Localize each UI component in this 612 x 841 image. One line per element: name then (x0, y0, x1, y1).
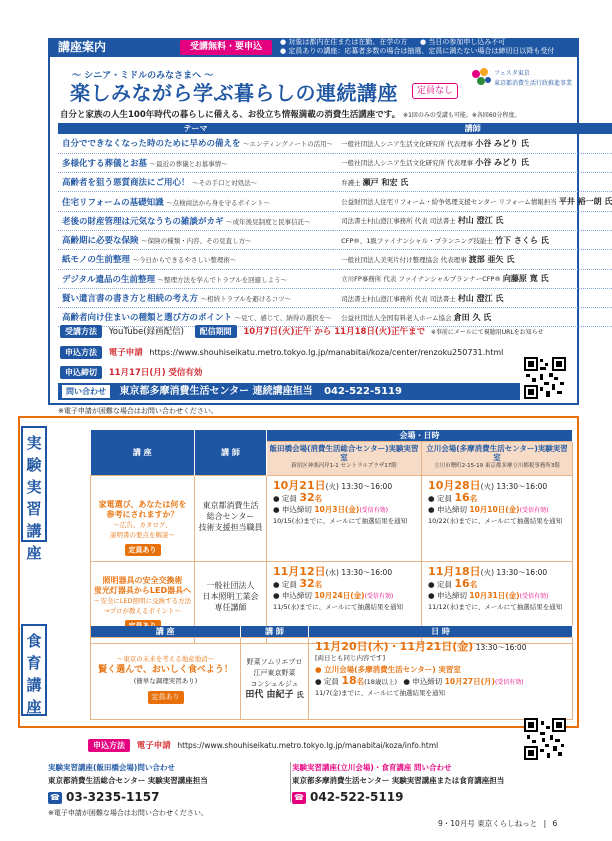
contact-name: 東京都多摩消費生活センター 連続講座担当 (119, 386, 313, 397)
exp-lect-2-line2: 日本照明工業会 (202, 592, 259, 601)
food-schedule (309, 638, 573, 720)
lecture-row (58, 134, 612, 153)
notify-note: 10/15(水)までに、メールにて抽選結果を通知 (273, 517, 408, 525)
intro-text (60, 108, 521, 120)
exp-lect-2-line3: 専任講師 (214, 603, 247, 612)
capacity-unit: 名 (469, 580, 478, 589)
header-note-2: ● 当日の参加申し込み不可 (420, 38, 506, 46)
lecture-title: 高齢者向け住まいの種類と選び方のポイント (62, 313, 233, 324)
vertical-label-experiment: 実 験 実 習 講 座 (21, 426, 47, 542)
exp-topic-2-sub1: ～安全にLED照明に交換する方法 (93, 597, 192, 605)
lecturer-name: 小谷 みどり 氏 (475, 138, 529, 148)
lecture-lecturer (333, 250, 612, 269)
food-lect-name: 田代 由紀子 (245, 689, 294, 700)
lecture-row (58, 250, 612, 269)
food-lecturer (241, 638, 309, 720)
exp-lect-1-line3: 技術支援担当職員 (198, 523, 263, 532)
apply-label-2: 申込方法 (88, 739, 130, 752)
vertical-label-food: 食 育 講 座 (21, 624, 47, 716)
lecturer-affiliation: 公益財団法人住宅リフォーム・紛争処理支援センター リフォーム情報担当 (341, 198, 557, 207)
deadline: 10月3日(金) (314, 505, 360, 514)
lecture-lecturer (333, 288, 612, 307)
lecture-topic (58, 134, 333, 153)
food-lect-line3: コンシェルジュ (250, 679, 299, 688)
notify-note: 10/22(水)までに、メールにて抽選結果を通知 (428, 517, 563, 525)
deadline-label: ● 申込締切 (273, 505, 312, 514)
lecture-lecturer (333, 134, 612, 153)
contact-left (48, 762, 308, 804)
contact-left-tel: 03-3235-1157 (66, 790, 160, 804)
lecture-title: 高齢者を狙う悪質商法にご用心！ (62, 178, 190, 189)
notify-note: 11/12(水)までに、メールにて抽選結果を通知 (428, 603, 563, 611)
lecture-subtitle: ～整理方法を学んでトラブルを回避しよう～ (157, 275, 288, 284)
capacity-label: ● 定員 (428, 580, 452, 589)
exp-lect-2-line1: 一般社団法人 (206, 581, 255, 590)
lecturer-name: 瀬戸 和宏 氏 (362, 177, 409, 187)
experiment-table (90, 430, 573, 644)
method-label: 受講方法 (60, 325, 102, 338)
lecturer-name: 倉田 久 氏 (453, 312, 492, 322)
date: 11月18日 (428, 565, 481, 578)
catch-copy: ～ シニア・ミドルのみなさまへ ～ (72, 71, 214, 81)
free-badge: 受講無料・要申込 (180, 40, 272, 55)
date: 10月21日 (273, 479, 326, 492)
exp-col-topic: 講 座 (91, 430, 195, 476)
time: (水) 13:30～16:00 (325, 568, 393, 577)
food-title: 賢く選んで、おいしく食べよう！ (98, 664, 233, 675)
contact-right-heading: 実験実習講座(立川会場)・食育講座 問い合わせ (292, 763, 452, 772)
lecture-row (58, 192, 612, 211)
col-lecturer-header: 講師 (333, 123, 612, 134)
lecture-subtitle: ～保険の種類・内容、その見直し方～ (141, 237, 252, 246)
intro-note: ※1回のみの受講も可能。※各回60分程度。 (403, 112, 521, 119)
deadline-note: 受信有効 (168, 368, 203, 378)
lecture-table (58, 123, 612, 327)
capacity-badge: 定員あり (125, 544, 161, 556)
lecture-title: デジタル遺品の生前整理 (62, 274, 155, 285)
apply-row-2 (88, 739, 438, 752)
lecture-row (58, 211, 612, 230)
exp-topic-2-line1: 照明器具の安全交換術 (102, 576, 183, 585)
lecture-title: 賢い遺言書の書き方と相続の考え方 (62, 294, 199, 305)
food-lect-line1: 野菜ソムリエプロ (246, 657, 303, 666)
lecturer-affiliation: 立川FP事務所 代表 ファイナンシャルプランナーCFP® (341, 275, 501, 284)
capacity-badge: 定員あり (148, 691, 184, 704)
lecture-title: 多様化する葬儀とお墓 (62, 158, 148, 169)
lecture-row (58, 230, 612, 249)
time: (火) 13:30～16:00 (480, 482, 548, 491)
page-number: 6 (552, 819, 558, 828)
lecture-topic (58, 173, 333, 192)
lecturer-name: 竹下 さくら 氏 (495, 235, 549, 245)
capacity-label: ● 定員 (273, 580, 297, 589)
lecturer-name: 村山 澄江 氏 (457, 216, 504, 226)
lecture-lecturer (333, 230, 612, 249)
capacity-value: 32 (299, 577, 315, 590)
venue2-addr: 立川市曙町2-15-19 東京都多摩立川都税事務所3階 (434, 463, 560, 469)
header-note-1: ● 対象は都内在住または在勤、在学の方 (280, 38, 408, 46)
lecture-row (58, 173, 612, 192)
header-note-3: ● 定員ありの講座：応募者多数の場合は抽選、定員に満たない場合は締切日以降も受付 (280, 47, 555, 55)
lecturer-affiliation: 司法書士村山澄江事務所 代表 司法書士 (341, 294, 456, 303)
deadline: 10月31日(金) (469, 591, 520, 600)
lecture-lecturer (333, 269, 612, 288)
food-sub: ～東京の未来を考える地産地消～ (116, 654, 215, 663)
lecture-lecturer (333, 211, 612, 230)
deadline: 10月24日(金) (314, 591, 365, 600)
food-note: (簡単な調理実習あり) (133, 676, 198, 685)
lecturer-affiliation: 公益社団法人全国有料老人ホーム協会 (341, 313, 452, 322)
qr-code-icon[interactable] (524, 357, 566, 399)
footer-text: 9・10月号 東京くらしねっと (438, 819, 538, 828)
food-dates: 11月20日(木)・11月21日(金) (315, 640, 474, 653)
exp-row-appliance (91, 476, 573, 562)
apply-url-2-link[interactable]: https://www.shouhiseikatu.metro.tokyo.lg.jp/manabitai/koza/info.html (177, 741, 439, 750)
venue1-addr: 新宿区神楽河岸1-1 セントラルプラザ17階 (291, 463, 397, 469)
lecturer-affiliation: CFP®、1級ファイナンシャル・プランニング技能士 (341, 236, 494, 245)
deadline-note: (受信有効) (359, 507, 389, 514)
page-title: 講座案内 (58, 40, 107, 54)
deadline-label: ● 申込締切 (428, 591, 467, 600)
qr-code-2-icon[interactable] (524, 718, 566, 760)
venue1-header (267, 442, 422, 476)
lecturer-name: 向藤原 寛 氏 (502, 274, 549, 284)
exp-1-venue1-schedule (267, 476, 422, 562)
exp-topic-1-line2: 参考にされますか？ (106, 510, 179, 519)
capacity-value: 32 (299, 491, 315, 504)
deadline-label: 申込締切 (60, 366, 102, 379)
lecture-row (58, 269, 612, 288)
festa-logo-icon (470, 66, 492, 88)
lecture-subtitle: ～その手口と対処法～ (192, 179, 258, 188)
method-value: YouTube(録画配信) (108, 327, 184, 337)
deadline-note: (受信有効) (494, 679, 524, 686)
food-row (91, 638, 573, 720)
food-lect-line2: 江戸東京野菜 (253, 668, 296, 677)
lecture-title: 住宅リフォームの基礎知識 (62, 197, 164, 208)
capacity-unit: 名 (356, 677, 365, 686)
lecture-subtitle: ～今日からできるやさしい整理術～ (132, 256, 237, 265)
capacity-note: (18歳以上) (364, 678, 397, 686)
logo-text-2: 東京都消費生活行政推進事業 (494, 80, 573, 87)
capacity-unit: 名 (314, 580, 323, 589)
col-topic-header: テーマ (58, 123, 333, 134)
lecturer-affiliation: 一般社団法人シニア生活文化研究所 代表理事 (341, 139, 474, 148)
date: 11月12日 (273, 565, 326, 578)
lecture-subtitle: ～エンディングノートの活用～ (243, 140, 334, 149)
phone-icon: ☎ (292, 792, 306, 804)
food-venue: ● 立川会場(多摩消費生活センター) 実習室 (315, 665, 461, 674)
contact-left-heading: 実験実習講座(飯田橋会場)問い合わせ (48, 763, 175, 772)
food-col-topic: 講 座 (91, 626, 241, 638)
deadline-label: ● 申込締切 (403, 677, 443, 686)
exp-topic-1-sub2: 説明書の要点を解説～ (110, 531, 175, 539)
notify-note: 11/7(金)までに、メールにて抽選結果を通知 (315, 689, 446, 697)
lecture-title: 老後の財産管理は元気なうちの雑談がカギ (62, 216, 224, 227)
capacity-value: 16 (454, 577, 470, 590)
contact-bar (58, 383, 520, 400)
lecturer-name: 渡部 亜矢 氏 (468, 254, 515, 264)
deadline-label: ● 申込締切 (273, 591, 312, 600)
lecture-subtitle: ～最近の葬儀とお墓事情～ (149, 159, 228, 168)
memo-1: ※電子申請が困難な場合はお問い合わせください。 (58, 407, 218, 415)
apply-method: 電子申請 (108, 348, 143, 358)
lecturer-name: 村山 澄江 氏 (457, 293, 504, 303)
contact-left-sub: 東京都消費生活総合センター 実験実習講座担当 (48, 776, 208, 785)
phone-icon: ☎ (48, 792, 62, 804)
food-col-time: 日 時 (309, 626, 573, 638)
food-topic (91, 638, 241, 720)
lecture-row (58, 153, 612, 172)
lecture-title: 紙モノの生前整理 (62, 255, 130, 266)
contact-label: 問い合わせ (62, 385, 110, 398)
exp-col-schedule: 会場・日時 (267, 430, 573, 442)
lecture-subtitle: ～見て、感じて、納得の選択を～ (234, 314, 332, 323)
lecturer-affiliation: 一般社団法人シニア生活文化研究所 代表理事 (341, 159, 474, 168)
period-label: 配信期間 (195, 325, 237, 338)
notify-note: 11/5(水)までに、メールにて抽選結果を通知 (273, 603, 404, 611)
food-lect-suffix: 氏 (296, 690, 304, 699)
logo-text-1: フェスタ東京 (494, 70, 530, 77)
lecturer-affiliation: 司法書士村山澄江事務所 代表 司法書士 (341, 217, 456, 226)
lecturer-name: 平井 裕一朗 氏 (558, 197, 612, 207)
apply-label: 申込方法 (60, 346, 102, 359)
date: 10月28日 (428, 479, 481, 492)
lecture-title: 自分でできなくなった時のために早めの備えを (62, 139, 241, 150)
exp-topic-2-sub2: →プロが教えるポイント～ (104, 607, 181, 615)
lecture-lecturer (333, 153, 612, 172)
venue2-name: 立川会場(多摩消費生活センター)実験実習室 (426, 444, 568, 462)
intro-main: 自分と家族の人生100年時代の暮らしに備える、お役立ち情報満載の消費生活講座です。 (60, 110, 401, 120)
exp-lect-1-line2: 総合センター (206, 512, 255, 521)
apply-url-link[interactable]: https://www.shouhiseikatu.metro.tokyo.lg.jp/manabitai/koza/center/renzoku250731.html (149, 348, 504, 357)
no-capacity-tag: 定員なし (412, 83, 458, 99)
food-time: 13:30～16:00 (475, 643, 527, 652)
lecture-row (58, 288, 612, 307)
capacity-value: 16 (454, 491, 470, 504)
exp-lect-1-line1: 東京都消費生活 (202, 501, 259, 510)
deadline: 10月27日(月) (444, 677, 495, 686)
contact-right (292, 762, 552, 804)
lecturer-affiliation: 弁護士 (341, 178, 361, 187)
lecture-topic (58, 192, 333, 211)
exp-1-venue2-schedule (422, 476, 573, 562)
lecturer-affiliation: 一般社団法人美実片付け整理協会 代表理事 (341, 255, 467, 264)
apply-method-2: 電子申請 (136, 741, 171, 751)
deadline-value: 11月17日(月) (108, 368, 166, 378)
food-course-table (90, 626, 573, 720)
period-value: 10月7日(火)正午 から 11月18日(火)正午まで (243, 327, 426, 337)
exp-topic-1-sub1: ～広告、カタログ、 (113, 521, 172, 529)
contact-right-sub: 東京都多摩消費生活センター 実験実習講座または食育講座担当 (292, 776, 505, 785)
venue1-name: 飯田橋会場(消費生活総合センター)実験実習室 (269, 444, 419, 462)
exp-lecturer-1 (195, 476, 267, 562)
lecture-rows (58, 134, 612, 327)
time: (火) 13:30～16:00 (480, 568, 548, 577)
lecture-topic (58, 153, 333, 172)
lecture-topic (58, 250, 333, 269)
capacity-label: ● 定員 (315, 677, 339, 686)
lecture-subtitle: ～相続トラブルを避けるコツ～ (200, 295, 292, 304)
lecturer-name: 小谷 みどり 氏 (475, 158, 529, 168)
lecture-lecturer (333, 192, 612, 211)
exp-topic-1 (91, 476, 195, 562)
deadline-row (60, 366, 202, 379)
capacity-value: 18 (341, 674, 357, 687)
food-same-content: [両日とも同じ内容です] (315, 654, 386, 662)
contact-tel: 042-522-5119 (324, 386, 402, 397)
food-col-lecturer: 講 師 (241, 626, 309, 638)
lecture-topic (58, 269, 333, 288)
capacity-label: ● 定員 (428, 494, 452, 503)
lecture-topic (58, 288, 333, 307)
deadline-label: ● 申込締切 (428, 505, 467, 514)
deadline-note: (受信有効) (519, 507, 549, 514)
lecture-subtitle: ～成年後見制度と民事信託～ (226, 217, 311, 226)
venue2-header (422, 442, 573, 476)
festa-logo (470, 66, 572, 106)
apply-row (60, 346, 503, 359)
deadline: 10月10日(金) (469, 505, 520, 514)
lecture-title: 高齢期に必要な保険 (62, 236, 139, 247)
exp-col-lecturer: 講 師 (195, 430, 267, 476)
capacity-label: ● 定員 (273, 494, 297, 503)
exp-topic-2-line2: 蛍光灯器具からLED器具へ (93, 586, 192, 595)
series-title: 楽しみながら学ぶ暮らしの連続講座 (70, 81, 398, 105)
lecture-lecturer (333, 173, 612, 192)
lecture-subtitle: ～点検商法から身を守るポイント～ (166, 198, 271, 207)
exp-topic-1-line1: 家電選び、あなたは何を (98, 500, 187, 509)
deadline-note: (受信有効) (364, 593, 394, 600)
contact-right-tel: 042-522-5119 (310, 790, 404, 804)
time: (火) 13:30～16:00 (325, 482, 393, 491)
capacity-unit: 名 (469, 494, 478, 503)
memo-2: ※電子申請が困難な場合はお問い合わせください。 (48, 809, 208, 817)
period-note: ※事前にメールにて視聴用URLをお知らせ (430, 329, 544, 336)
page-footer: 9・10月号 東京くらしねっと | 6 (438, 819, 558, 828)
lecture-topic (58, 230, 333, 249)
deadline-note: (受信有効) (519, 593, 549, 600)
contact-divider (290, 762, 291, 802)
method-row (60, 325, 544, 338)
capacity-unit: 名 (314, 494, 323, 503)
lecture-topic (58, 211, 333, 230)
